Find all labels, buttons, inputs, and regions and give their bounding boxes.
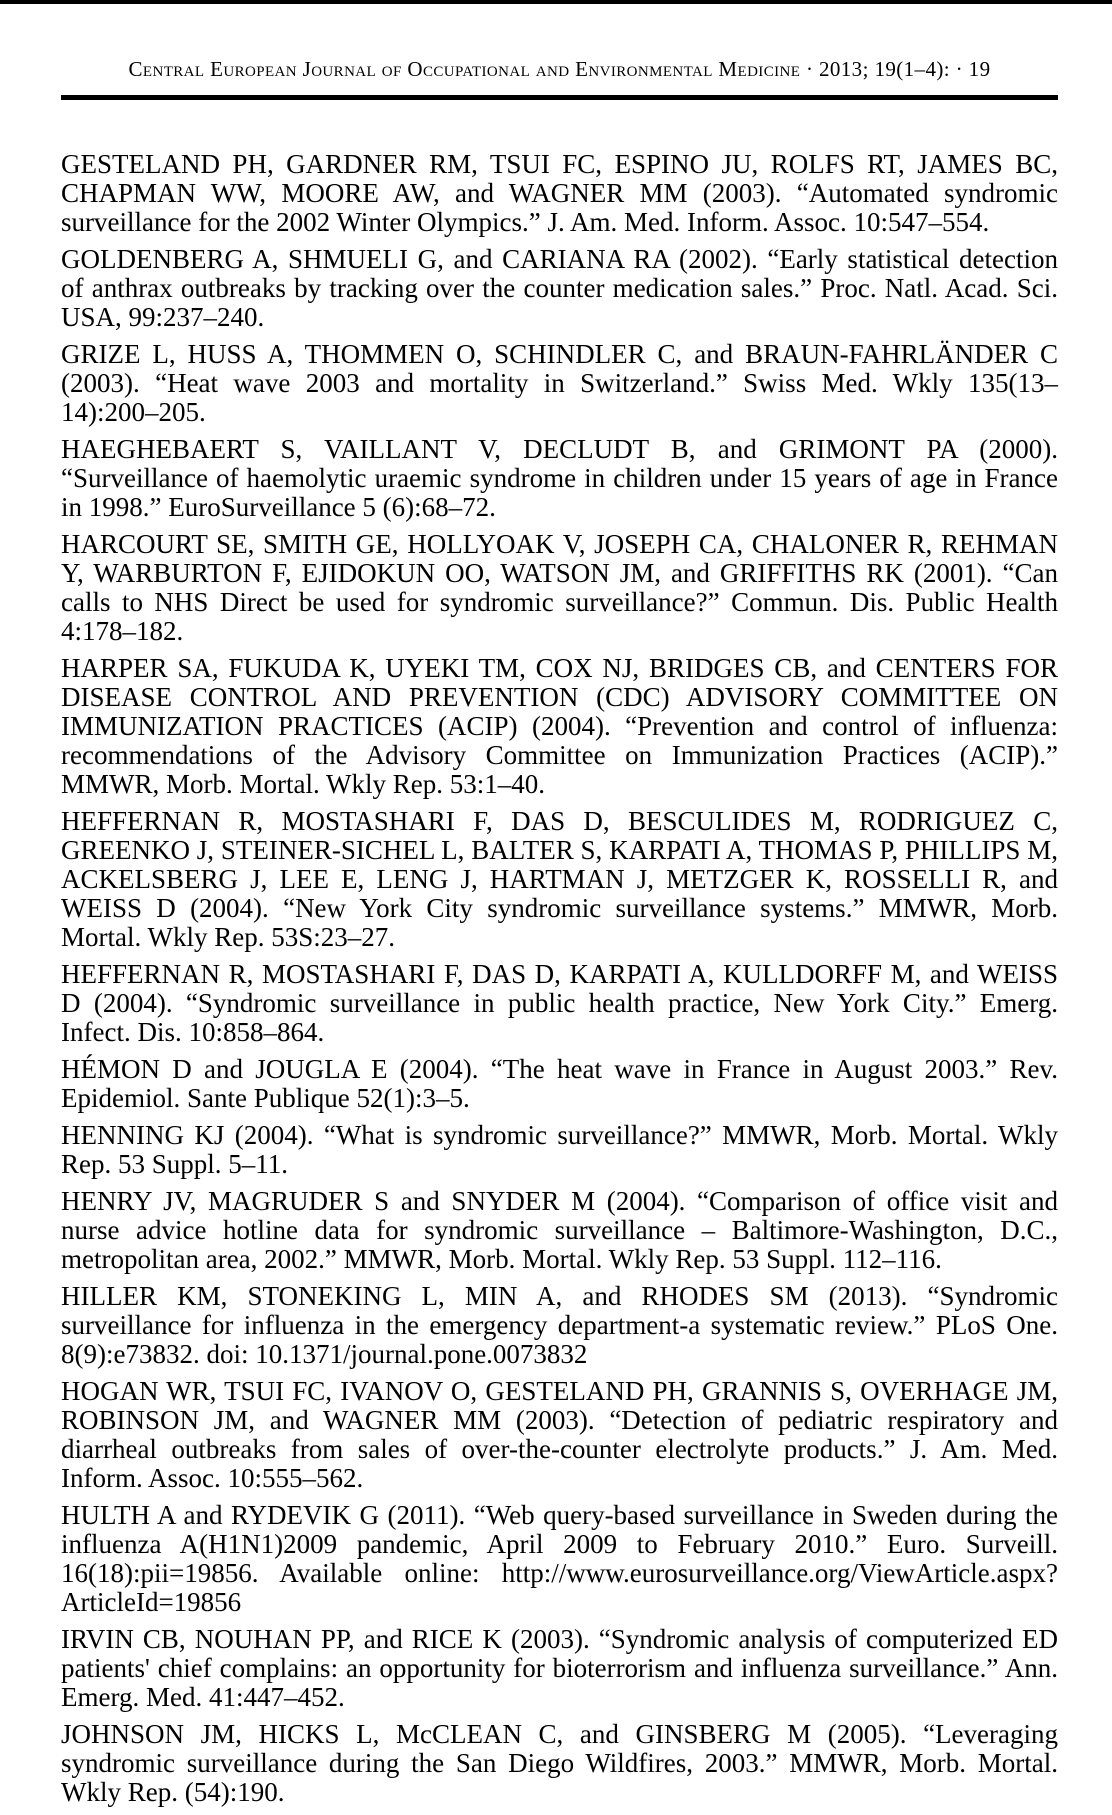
- reference-entry: GOLDENBERG A, SHMUELI G, and CARIANA RA (2002). “Early statistical detection of anthrax outbreaks by tracking over the counter medication sales.” Proc. Natl. Acad. Sci. USA, 99:237–240.: [61, 244, 1058, 332]
- reference-entry: HEFFERNAN R, MOSTASHARI F, DAS D, BESCULIDES M, RODRIGUEZ C, GREENKO J, STEINER-SICHEL L, BALTER S, KARPATI A, THOMAS P, PHILLIPS M, ACKELSBERG J, LEE E, LENG J, HARTMAN J, METZGER K, ROSSELLI R, and WEISS D (2004). “New York City syndromic surveillance systems.” MMWR, Morb. Mortal. Wkly Rep. 53S:23–27.: [61, 806, 1058, 952]
- journal-title-line: Central European Journal of Occupational and Environmental Medicine · 2013; 19(1–4): · 19: [128, 57, 991, 81]
- reference-entry: HEFFERNAN R, MOSTASHARI F, DAS D, KARPATI A, KULLDORFF M, and WEISS D (2004). “Syndromic surveillance in public health practice, New York City.” Emerg. Infect. Dis. 10:858–864.: [61, 959, 1058, 1047]
- references-list: [61, 150, 1058, 1815]
- reference-entry: GESTELAND PH, GARDNER RM, TSUI FC, ESPINO JU, ROLFS RT, JAMES BC, CHAPMAN WW, MOORE AW, and WAGNER MM (2003). “Automated syndromic surveillance for the 2002 Winter Olympics.” J. Am. Med. Inform. Assoc. 10:547–554.: [61, 149, 1058, 237]
- reference-entry: IRVIN CB, NOUHAN PP, and RICE K (2003). “Syndromic analysis of computerized ED patients' chief complains: an opportunity for bioterrorism and influenza surveillance.” Ann. Emerg. Med. 41:447–452.: [61, 1624, 1058, 1712]
- reference-entry: JOHNSON JM, HICKS L, McCLEAN C, and GINSBERG M (2005). “Leveraging syndromic surveillance during the San Diego Wildfires, 2003.” MMWR, Morb. Mortal. Wkly Rep. (54):190.: [61, 1719, 1058, 1807]
- reference-entry: HENNING KJ (2004). “What is syndromic surveillance?” MMWR, Morb. Mortal. Wkly Rep. 53 Suppl. 5–11.: [61, 1120, 1058, 1179]
- reference-entry: HARPER SA, FUKUDA K, UYEKI TM, COX NJ, BRIDGES CB, and CENTERS FOR DISEASE CONTROL AND PREVENTION (CDC) ADVISORY COMMITTEE ON IMMUNIZATION PRACTICES (ACIP) (2004). “Prevention and control of influenza: recommendations of the Advisory Committee on Immunization Practices (ACIP).” MMWR, Morb. Mortal. Wkly Rep. 53:1–40.: [61, 653, 1058, 799]
- header-rule: [61, 95, 1058, 100]
- reference-entry: HARCOURT SE, SMITH GE, HOLLYOAK V, JOSEPH CA, CHALONER R, REHMAN Y, WARBURTON F, EJIDOKUN OO, WATSON JM, and GRIFFITHS RK (2001). “Can calls to NHS Direct be used for syndromic surveillance?” Commun. Dis. Public Health 4:178–182.: [61, 529, 1058, 646]
- reference-entry: HÉMON D and JOUGLA E (2004). “The heat wave in France in August 2003.” Rev. Epidemiol. Sante Publique 52(1):3–5.: [61, 1054, 1058, 1113]
- reference-entry: HOGAN WR, TSUI FC, IVANOV O, GESTELAND PH, GRANNIS S, OVERHAGE JM, ROBINSON JM, and WAGNER MM (2003). “Detection of pediatric respiratory and diarrheal outbreaks from sales of over-the-counter electrolyte products.” J. Am. Med. Inform. Assoc. 10:555–562.: [61, 1376, 1058, 1493]
- reference-entry: GRIZE L, HUSS A, THOMMEN O, SCHINDLER C, and BRAUN-FAHRLÄNDER C (2003). “Heat wave 2003 and mortality in Switzerland.” Swiss Med. Wkly 135(13–14):200–205.: [61, 339, 1058, 427]
- page-top-edge: [0, 0, 1112, 4]
- reference-entry: HENRY JV, MAGRUDER S and SNYDER M (2004). “Comparison of office visit and nurse advice hotline data for syndromic surveillance – Baltimore-Washington, D.C., metropolitan area, 2002.” MMWR, Morb. Mortal. Wkly Rep. 53 Suppl. 112–116.: [61, 1186, 1058, 1274]
- reference-entry: HULTH A and RYDEVIK G (2011). “Web query-based surveillance in Sweden during the influenza A(H1N1)2009 pandemic, April 2009 to February 2010.” Euro. Surveill. 16(18):pii=19856. Available online: http://www.eurosurveillance.org/ViewArticle.aspx?ArticleId=19856: [61, 1500, 1058, 1617]
- reference-entry: HAEGHEBAERT S, VAILLANT V, DECLUDT B, and GRIMONT PA (2000). “Surveillance of haemolytic uraemic syndrome in children under 15 years of age in France in 1998.” EuroSurveillance 5 (6):68–72.: [61, 434, 1058, 522]
- reference-entry: HILLER KM, STONEKING L, MIN A, and RHODES SM (2013). “Syndromic surveillance for influenza in the emergency department-a systematic review.” PLoS One. 8(9):e73832. doi: 10.1371/journal.pone.0073832: [61, 1281, 1058, 1369]
